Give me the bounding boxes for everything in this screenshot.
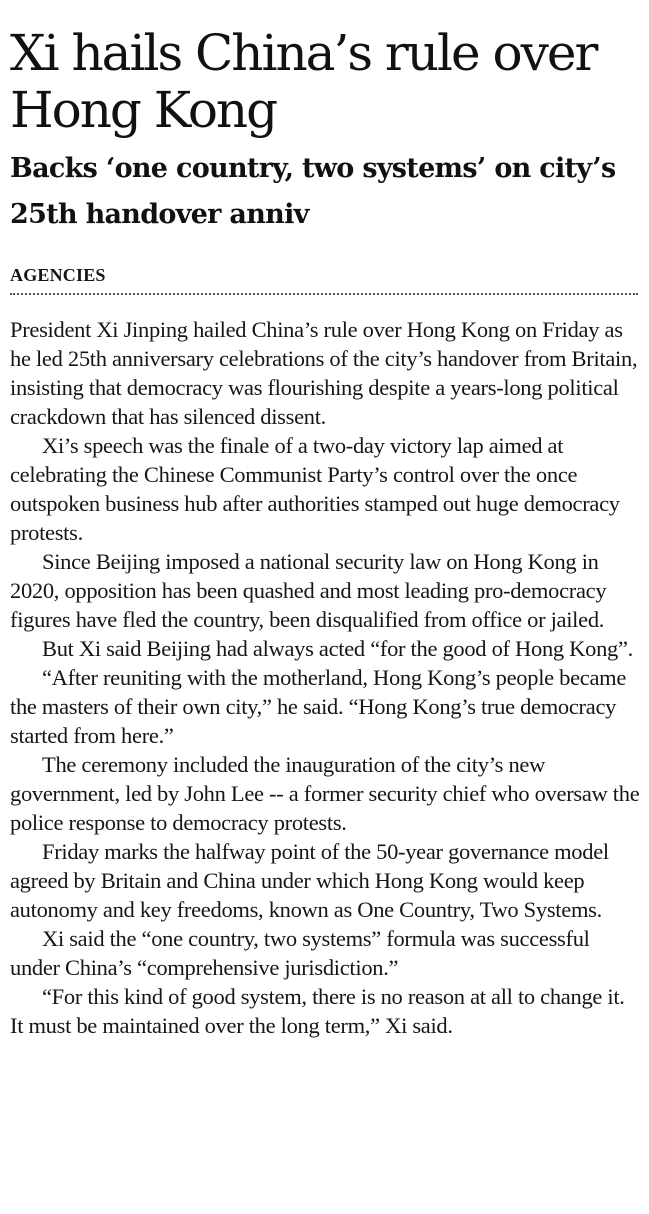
body-paragraph: The ceremony included the inauguration of the city’s new government, led by John Lee -- a former security chief who oversaw the police response to democracy protests. [10,752,640,835]
body-paragraph: Friday marks the halfway point of the 50-year governance model agreed by Britain and China under which Hong Kong would keep autonomy and key freedoms, known as One Country, Two Systems. [10,839,609,922]
body-paragraph: Xi said the “one country, two systems” formula was successful under China’s “comprehensive jurisdiction.” [10,926,590,980]
subheadline: Backs ‘one country, two systems’ on city’s 25th handover anniv [10,153,616,230]
body-paragraph: But Xi said Beijing had always acted “for the good of Hong Kong”. [42,636,633,661]
headline: Xi hails China’s rule over Hong Kong [10,24,597,139]
article-body [10,315,640,1040]
body-paragraph: “After reuniting with the motherland, Hong Kong’s people became the masters of their own city,” he said. “Hong Kong’s true democracy started from here.” [10,665,627,748]
body-paragraph: “For this kind of good system, there is no reason at all to change it. It must be maintained over the long term,” Xi said. [10,984,625,1038]
news-article [10,0,640,1040]
dotted-divider [10,293,638,295]
body-paragraph: Since Beijing imposed a national security law on Hong Kong in 2020, opposition has been quashed and most leading pro-democracy figures have fled the country, been disqualified from office or jailed. [10,549,607,632]
body-paragraph: Xi’s speech was the finale of a two-day victory lap aimed at celebrating the Chinese Communist Party’s control over the once outspoken business hub after authorities stamped out huge democracy protests. [10,433,620,545]
body-paragraph: President Xi Jinping hailed China’s rule over Hong Kong on Friday as he led 25th anniversary celebrations of the city’s handover from Britain, insisting that democracy was flourishing despite a years-long political crackdown that has silenced dissent. [10,317,638,429]
byline: AGENCIES [10,265,106,285]
